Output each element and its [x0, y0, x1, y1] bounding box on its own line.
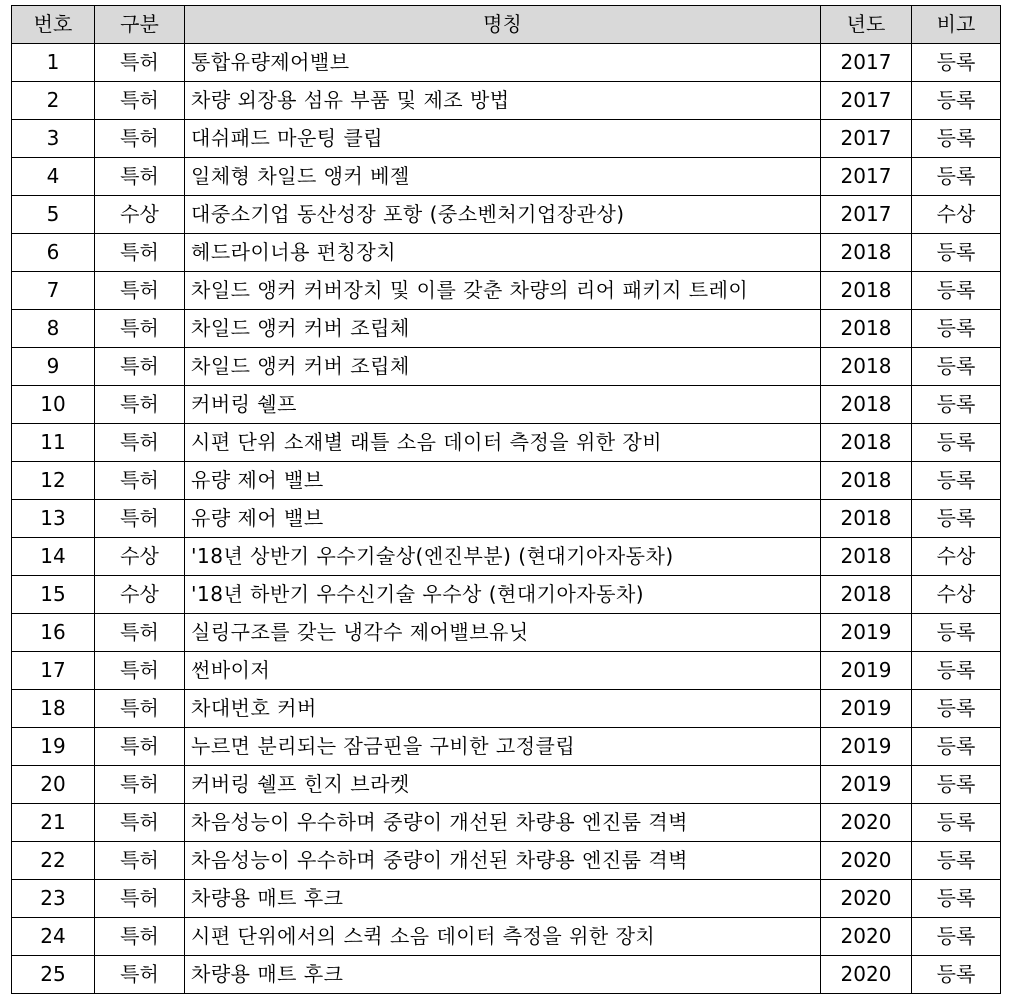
cell-year: 2018: [821, 310, 912, 348]
table-row: [12, 500, 1001, 538]
cell-number: 8: [12, 310, 95, 348]
cell-category: 특허: [95, 462, 185, 500]
cell-year: 2018: [821, 272, 912, 310]
cell-year: 2018: [821, 500, 912, 538]
cell-category: 특허: [95, 386, 185, 424]
cell-remarks: 등록: [912, 500, 1001, 538]
cell-remarks: 수상: [912, 538, 1001, 576]
cell-remarks: 등록: [912, 880, 1001, 918]
cell-number: 25: [12, 956, 95, 994]
cell-year: 2019: [821, 614, 912, 652]
cell-number: 13: [12, 500, 95, 538]
cell-remarks: 등록: [912, 424, 1001, 462]
cell-number: 20: [12, 766, 95, 804]
cell-title: 일체형 차일드 앵커 베젤: [185, 158, 821, 196]
header-year: 년도: [821, 6, 912, 44]
cell-number: 3: [12, 120, 95, 158]
cell-title: 차량용 매트 후크: [185, 956, 821, 994]
cell-remarks: 등록: [912, 310, 1001, 348]
cell-remarks: 등록: [912, 272, 1001, 310]
cell-number: 6: [12, 234, 95, 272]
cell-number: 24: [12, 918, 95, 956]
cell-title: 차일드 앵커 커버 조립체: [185, 310, 821, 348]
cell-number: 19: [12, 728, 95, 766]
cell-year: 2020: [821, 918, 912, 956]
cell-remarks: 등록: [912, 348, 1001, 386]
cell-number: 22: [12, 842, 95, 880]
cell-remarks: 등록: [912, 728, 1001, 766]
table-row: [12, 82, 1001, 120]
cell-title: 유량 제어 밸브: [185, 462, 821, 500]
cell-year: 2017: [821, 44, 912, 82]
cell-title: 차음성능이 우수하며 중량이 개선된 차량용 엔진룸 격벽: [185, 804, 821, 842]
cell-remarks: 등록: [912, 956, 1001, 994]
table-row: [12, 766, 1001, 804]
table-row: [12, 652, 1001, 690]
cell-title: '18년 상반기 우수기술상(엔진부분) (현대기아자동차): [185, 538, 821, 576]
cell-title: 커버링 쉘프 힌지 브라켓: [185, 766, 821, 804]
cell-year: 2018: [821, 462, 912, 500]
table-body: [12, 44, 1001, 994]
cell-category: 특허: [95, 614, 185, 652]
table-row: [12, 804, 1001, 842]
cell-year: 2018: [821, 538, 912, 576]
cell-remarks: 등록: [912, 614, 1001, 652]
table-row: [12, 728, 1001, 766]
cell-remarks: 등록: [912, 804, 1001, 842]
cell-remarks: 수상: [912, 576, 1001, 614]
cell-year: 2020: [821, 880, 912, 918]
cell-number: 5: [12, 196, 95, 234]
cell-category: 특허: [95, 728, 185, 766]
table-row: [12, 918, 1001, 956]
cell-year: 2020: [821, 956, 912, 994]
cell-title: 차량 외장용 섬유 부품 및 제조 방법: [185, 82, 821, 120]
cell-year: 2020: [821, 842, 912, 880]
cell-number: 17: [12, 652, 95, 690]
cell-category: 특허: [95, 690, 185, 728]
cell-year: 2017: [821, 158, 912, 196]
cell-category: 특허: [95, 82, 185, 120]
table-row: [12, 538, 1001, 576]
table-row: [12, 690, 1001, 728]
cell-title: 대중소기업 동산성장 포항 (중소벤처기업장관상): [185, 196, 821, 234]
cell-year: 2017: [821, 82, 912, 120]
cell-number: 12: [12, 462, 95, 500]
cell-remarks: 등록: [912, 652, 1001, 690]
table-row: [12, 272, 1001, 310]
cell-title: 차일드 앵커 커버장치 및 이를 갖춘 차량의 리어 패키지 트레이: [185, 272, 821, 310]
cell-year: 2018: [821, 234, 912, 272]
cell-title: 유량 제어 밸브: [185, 500, 821, 538]
cell-category: 특허: [95, 158, 185, 196]
cell-number: 18: [12, 690, 95, 728]
cell-year: 2019: [821, 690, 912, 728]
cell-category: 특허: [95, 500, 185, 538]
cell-number: 10: [12, 386, 95, 424]
cell-category: 수상: [95, 576, 185, 614]
table-row: [12, 424, 1001, 462]
cell-year: 2017: [821, 120, 912, 158]
table-row: [12, 576, 1001, 614]
cell-remarks: 등록: [912, 158, 1001, 196]
cell-remarks: 등록: [912, 462, 1001, 500]
cell-year: 2017: [821, 196, 912, 234]
cell-number: 1: [12, 44, 95, 82]
cell-year: 2019: [821, 652, 912, 690]
table-row: [12, 348, 1001, 386]
cell-number: 23: [12, 880, 95, 918]
cell-category: 특허: [95, 310, 185, 348]
cell-remarks: 수상: [912, 196, 1001, 234]
header-row: [12, 6, 1001, 44]
cell-category: 특허: [95, 804, 185, 842]
cell-category: 특허: [95, 842, 185, 880]
cell-remarks: 등록: [912, 234, 1001, 272]
cell-remarks: 등록: [912, 690, 1001, 728]
table-row: [12, 614, 1001, 652]
cell-category: 특허: [95, 424, 185, 462]
header-number: 번호: [12, 6, 95, 44]
header-title: 명칭: [185, 6, 821, 44]
cell-number: 15: [12, 576, 95, 614]
cell-number: 4: [12, 158, 95, 196]
cell-remarks: 등록: [912, 766, 1001, 804]
cell-remarks: 등록: [912, 386, 1001, 424]
table-row: [12, 196, 1001, 234]
cell-title: 대쉬패드 마운팅 클립: [185, 120, 821, 158]
cell-title: 헤드라이너용 펀칭장치: [185, 234, 821, 272]
cell-year: 2018: [821, 576, 912, 614]
cell-year: 2018: [821, 424, 912, 462]
cell-category: 특허: [95, 272, 185, 310]
cell-category: 수상: [95, 196, 185, 234]
cell-title: 통합유량제어밸브: [185, 44, 821, 82]
patent-award-table: [11, 5, 1001, 994]
table-row: [12, 462, 1001, 500]
cell-number: 9: [12, 348, 95, 386]
cell-remarks: 등록: [912, 842, 1001, 880]
cell-title: 차량용 매트 후크: [185, 880, 821, 918]
cell-category: 특허: [95, 234, 185, 272]
cell-number: 7: [12, 272, 95, 310]
cell-year: 2020: [821, 804, 912, 842]
table-row: [12, 158, 1001, 196]
table-row: [12, 956, 1001, 994]
cell-category: 특허: [95, 918, 185, 956]
table-row: [12, 842, 1001, 880]
cell-remarks: 등록: [912, 918, 1001, 956]
table-row: [12, 234, 1001, 272]
cell-number: 11: [12, 424, 95, 462]
cell-title: 시편 단위에서의 스퀵 소음 데이터 측정을 위한 장치: [185, 918, 821, 956]
header-remarks: 비고: [912, 6, 1001, 44]
cell-title: 누르면 분리되는 잠금핀을 구비한 고정클립: [185, 728, 821, 766]
cell-title: '18년 하반기 우수신기술 우수상 (현대기아자동차): [185, 576, 821, 614]
cell-title: 차음성능이 우수하며 중량이 개선된 차량용 엔진룸 격벽: [185, 842, 821, 880]
cell-title: 차일드 앵커 커버 조립체: [185, 348, 821, 386]
cell-remarks: 등록: [912, 120, 1001, 158]
cell-title: 차대번호 커버: [185, 690, 821, 728]
cell-year: 2018: [821, 348, 912, 386]
cell-number: 16: [12, 614, 95, 652]
cell-category: 특허: [95, 652, 185, 690]
cell-number: 21: [12, 804, 95, 842]
cell-category: 특허: [95, 880, 185, 918]
cell-category: 특허: [95, 766, 185, 804]
cell-category: 특허: [95, 348, 185, 386]
cell-year: 2019: [821, 728, 912, 766]
cell-remarks: 등록: [912, 82, 1001, 120]
cell-title: 실링구조를 갖는 냉각수 제어밸브유닛: [185, 614, 821, 652]
cell-title: 시편 단위 소재별 래틀 소음 데이터 측정을 위한 장비: [185, 424, 821, 462]
cell-year: 2019: [821, 766, 912, 804]
cell-number: 14: [12, 538, 95, 576]
cell-category: 특허: [95, 956, 185, 994]
cell-title: 커버링 쉘프: [185, 386, 821, 424]
cell-category: 특허: [95, 120, 185, 158]
table-row: [12, 120, 1001, 158]
cell-remarks: 등록: [912, 44, 1001, 82]
cell-category: 수상: [95, 538, 185, 576]
header-category: 구분: [95, 6, 185, 44]
table-row: [12, 386, 1001, 424]
table-row: [12, 310, 1001, 348]
table-header: [12, 6, 1001, 44]
cell-year: 2018: [821, 386, 912, 424]
cell-title: 썬바이저: [185, 652, 821, 690]
table-row: [12, 44, 1001, 82]
table-row: [12, 880, 1001, 918]
cell-category: 특허: [95, 44, 185, 82]
cell-number: 2: [12, 82, 95, 120]
